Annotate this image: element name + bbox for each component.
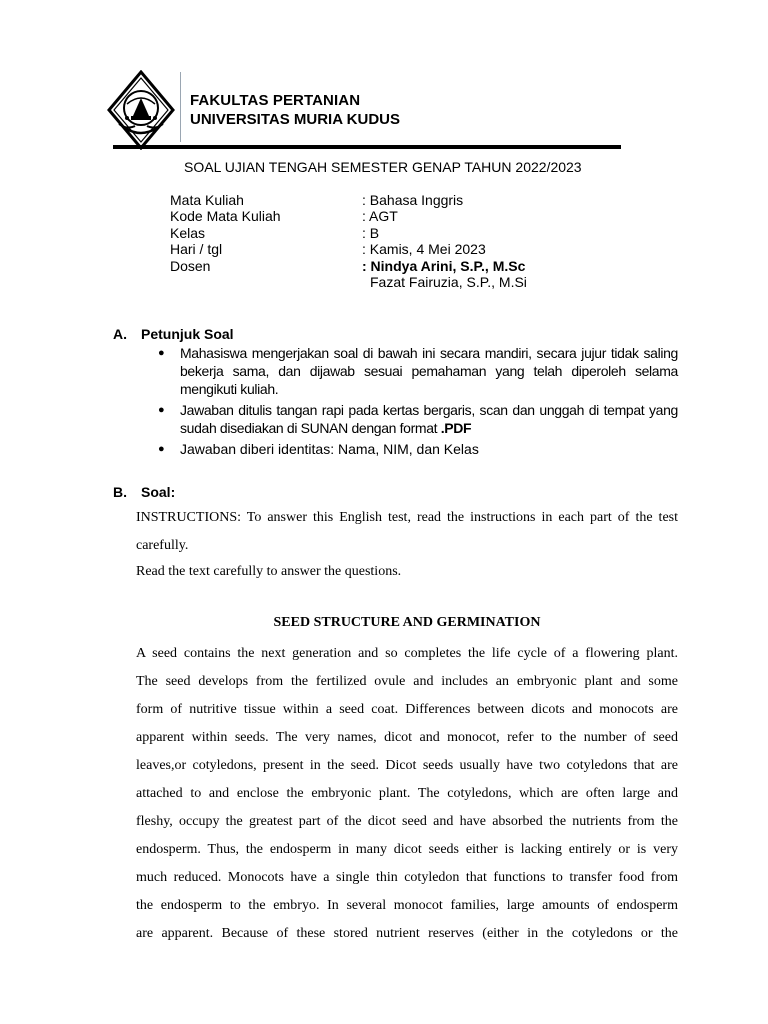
faculty-name: FAKULTAS PERTANIAN bbox=[190, 92, 361, 109]
header-divider bbox=[180, 72, 181, 142]
info-label-course: Mata Kuliah bbox=[170, 192, 244, 208]
passage-title: SEED STRUCTURE AND GERMINATION bbox=[273, 615, 541, 630]
info-value-date: : Kamis, 4 Mei 2023 bbox=[362, 241, 486, 257]
passage-line: endosperm. Thus, the endosperm in many dicot seeds either is lacking entirely or is very bbox=[136, 842, 678, 857]
university-name: UNIVERSITAS MURIA KUDUS bbox=[190, 111, 401, 128]
format-pdf: .PDF bbox=[440, 420, 472, 436]
section-b-heading: B. Soal: bbox=[113, 484, 176, 500]
info-value-class: : B bbox=[362, 225, 380, 241]
passage-line: are apparent. Because of these stored nutrient reserves (either in the cotyledons or the bbox=[136, 926, 678, 941]
info-value-course: : Bahasa Inggris bbox=[362, 192, 464, 208]
passage-line: A seed contains the next generation and so completes the life cycle of a flowering plant. bbox=[136, 646, 678, 661]
info-value-lecturer-2: Fazat Fairuzia, S.P., M.Si bbox=[370, 274, 527, 290]
info-label-lecturer: Dosen bbox=[170, 258, 211, 274]
instruction-bullet-2 bbox=[180, 401, 678, 437]
bullet-icon: ● bbox=[158, 347, 165, 359]
instruction-bullet-1: Mahasiswa mengerjakan soal di bawah ini secara mandiri, secara jujur tidak saling bekerja sama, dan dijawab sesuai pemahaman yang telah diperoleh selama mengikuti kuliah. bbox=[180, 345, 678, 397]
instruction-bullet-3: Jawaban diberi identitas: Nama, NIM, dan Kelas bbox=[180, 441, 479, 457]
section-a-heading: A. Petunjuk Soal bbox=[113, 326, 234, 342]
passage-line: attached to and enclose the embryonic plant. The cotyledons, which are often large and bbox=[136, 786, 678, 801]
info-label-class: Kelas bbox=[170, 225, 206, 241]
header-rule bbox=[113, 145, 621, 149]
info-label-date: Hari / tgl bbox=[170, 241, 223, 257]
passage-line: leaves,or cotyledons, present in the seed. Dicot seeds usually have two cotyledons that are bbox=[136, 758, 678, 773]
info-value-code: : AGT bbox=[362, 208, 398, 224]
passage-line: form of nutritive tissue within a seed coat. Differences between dicots and monocots are bbox=[136, 702, 678, 717]
passage-line: much reduced. Monocots have a single thin cotyledon that functions to transfer food from bbox=[136, 870, 678, 885]
passage-line: the endosperm to the embryo. In several monocot families, large amounts of endosperm bbox=[136, 898, 678, 913]
read-text-instruction: Read the text carefully to answer the questions. bbox=[136, 564, 402, 579]
bullet-icon: ● bbox=[158, 443, 165, 455]
passage-line: fleshy, occupy the greatest part of the dicot seed and have absorbed the nutrients from the bbox=[136, 814, 678, 829]
passage-line: The seed develops from the fertilized ovule and includes an embryonic plant and some bbox=[136, 674, 678, 689]
instruction-bullet-2-text: Jawaban ditulis tangan rapi pada kertas bergaris, scan dan unggah di tempat yang sudah disediakan di SUNAN dengan format bbox=[180, 402, 678, 436]
test-instructions: INSTRUCTIONS: To answer this English test, read the instructions in each part of the test carefully. bbox=[136, 510, 678, 553]
passage-line: apparent within seeds. The very names, dicot and monocot, refer to the number of seed bbox=[136, 730, 678, 745]
bullet-icon: ● bbox=[158, 404, 165, 416]
university-seal-icon bbox=[105, 70, 177, 150]
info-value-lecturer: : Nindya Arini, S.P., M.Sc bbox=[362, 258, 526, 274]
exam-title: SOAL UJIAN TENGAH SEMESTER GENAP TAHUN 2022/2023 bbox=[184, 159, 582, 175]
passage-body bbox=[136, 640, 678, 948]
info-label-code: Kode Mata Kuliah bbox=[170, 208, 281, 224]
